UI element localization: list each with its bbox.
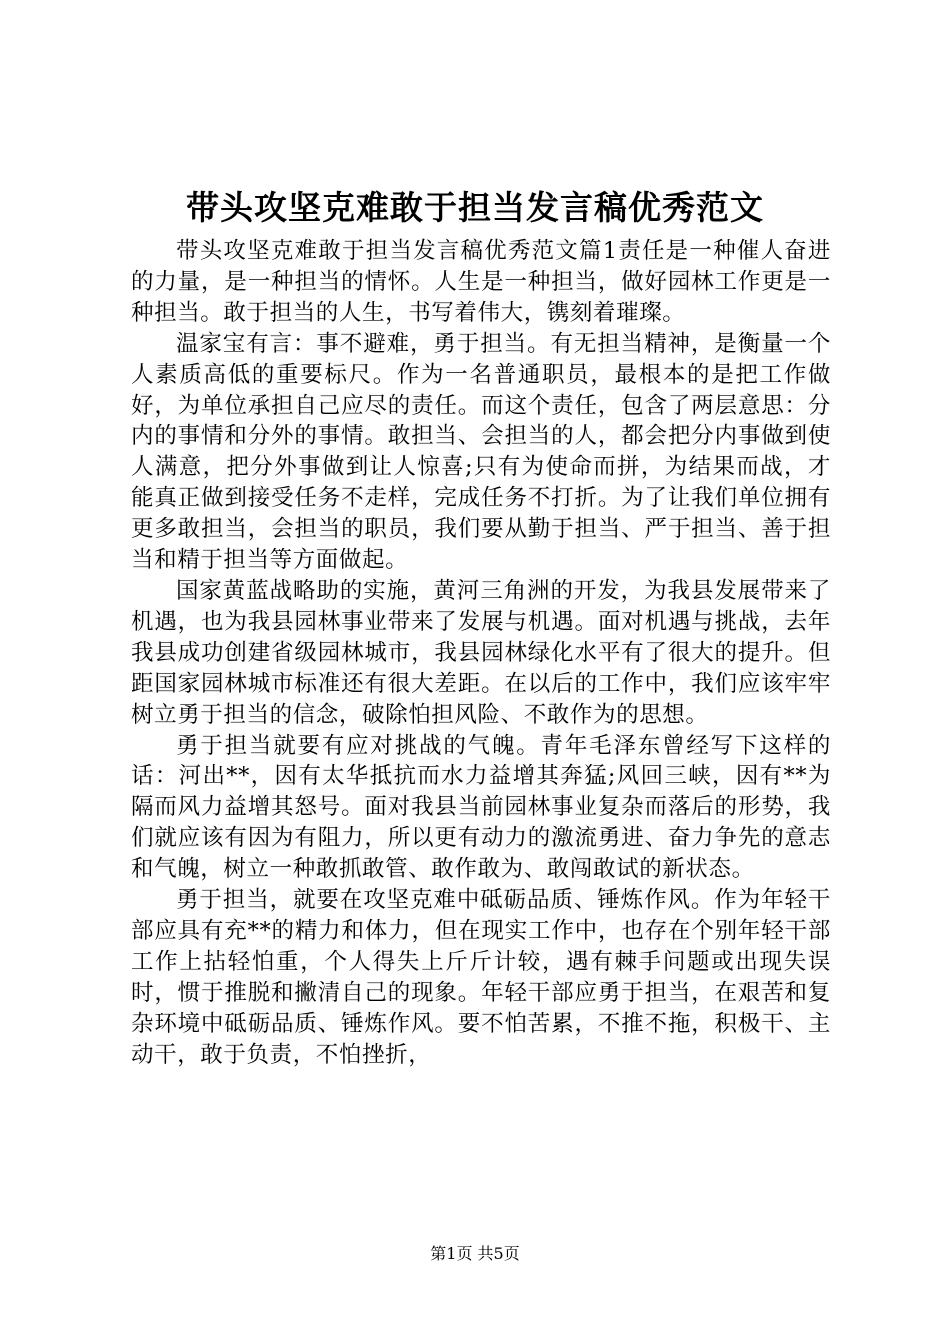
paragraph-4: 勇于担当就要有应对挑战的气魄。青年毛泽东曾经写下这样的话：河出**，因有太华抵抗而水力益增其奔猛;风回三峡，因有**为隔而风力益增其怒号。面对我县当前园林事业复杂而落后的形势，我们就应该有因为有阻力，所以更有动力的激流勇进、奋力争先的意志和气魄，树立一种敢抓敢管、敢作敢为、敢闯敢试的新状态。 [131,732,831,883]
paragraph-1: 带头攻坚克难敢于担当发言稿优秀范文篇1责任是一种催人奋进的力量，是一种担当的情怀。人生是一种担当，做好园林工作更是一种担当。敢于担当的人生，书写着伟大，镌刻着璀璨。 [131,238,831,326]
paragraph-2: 温家宝有言：事不避难，勇于担当。有无担当精神，是衡量一个人素质高低的重要标尺。作为一名普通职员，最根本的是把工作做好，为单位承担自己应尽的责任。而这个责任，包含了两层意思：分内的事情和分外的事情。敢担当、会担当的人，都会把分内事做到使人满意，把分外事做到让人惊喜;只有为使命而拼，为结果而战，才能真正做到接受任务不走样，完成任务不打折。为了让我们单位拥有更多敢担当，会担当的职员，我们要从勤于担当、严于担当、善于担当和精于担当等方面做起。 [131,330,831,574]
document-title: 带头攻坚克难敢于担当发言稿优秀范文 [186,188,764,227]
page-number-label: 第1页 共5页 [430,1244,520,1263]
document-body [131,236,831,1070]
paragraph-3: 国家黄蓝战略助的实施，黄河三角洲的开发，为我县发展带来了机遇，也为我县园林事业带来了发展与机遇。面对机遇与挑战，去年我县成功创建省级园林城市，我县园林绿化水平有了很大的提升。但距国家园林城市标准还有很大差距。在以后的工作中，我们应该牢牢树立勇于担当的信念，破除怕担风险、不敢作为的思想。 [131,577,831,728]
page-footer [0,1244,950,1264]
paragraph-5: 勇于担当，就要在攻坚克难中砥砺品质、锤炼作风。作为年轻干部应具有充**的精力和体力，但在现实工作中，也存在个别年轻干部工作上拈轻怕重，个人得失上斤斤计较，遇有棘手问题或出现失误时，惯于推脱和撇清自己的现象。年轻干部应勇于担当，在艰苦和复杂环境中砥砺品质、锤炼作风。要不怕苦累，不推不拖，积极干、主动干，敢于负责，不怕挫折， [131,887,831,1068]
